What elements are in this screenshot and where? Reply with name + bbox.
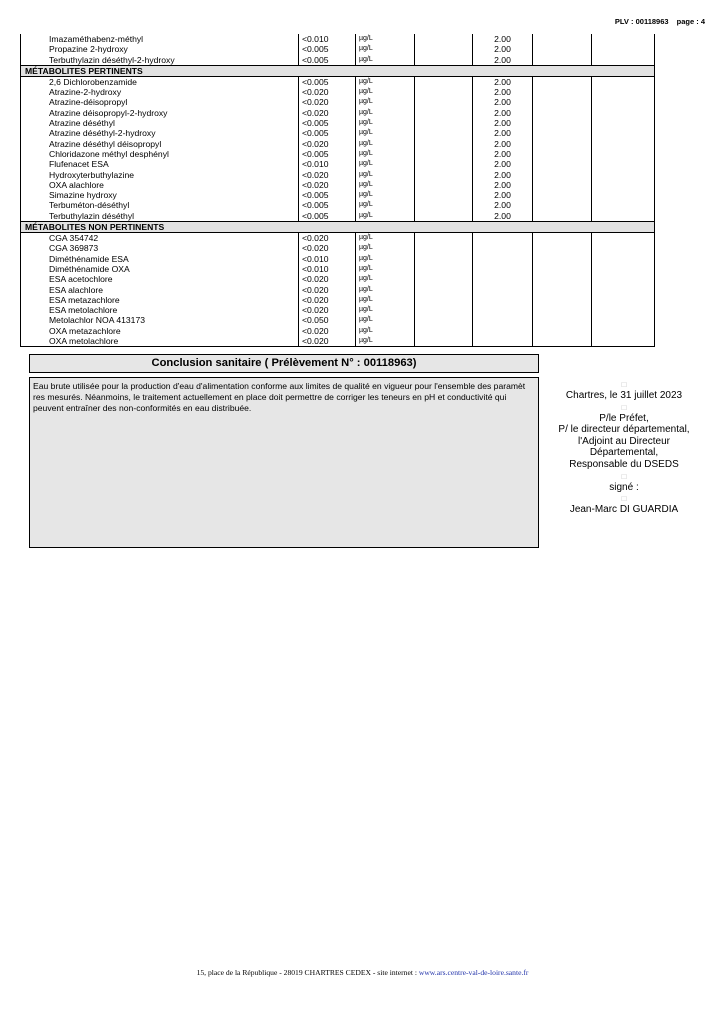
result-value: <0.020: [299, 97, 356, 107]
parameter-name: Propazine 2-hydroxy: [21, 44, 299, 54]
result-value: <0.005: [299, 190, 356, 200]
result-unit: µg/L: [356, 108, 415, 118]
empty-cell: [415, 233, 473, 244]
parameter-name: Terbuthylazin déséthyl-2-hydroxy: [21, 55, 299, 66]
result-value: <0.005: [299, 118, 356, 128]
quality-limit: 2.00: [473, 190, 533, 200]
parameter-name: ESA alachlore: [21, 285, 299, 295]
result-value: <0.020: [299, 170, 356, 180]
result-value: <0.020: [299, 295, 356, 305]
quality-limit: 2.00: [473, 87, 533, 97]
page-footer: [0, 968, 725, 977]
empty-cell: [533, 55, 592, 66]
result-unit: µg/L: [356, 149, 415, 159]
quality-limit: 2.00: [473, 128, 533, 138]
table-row: [21, 87, 655, 97]
empty-cell: [592, 190, 655, 200]
result-unit: µg/L: [356, 336, 415, 347]
signature-line: P/le Préfet,: [599, 412, 649, 424]
empty-cell: [415, 139, 473, 149]
conclusion-title: Conclusion sanitaire ( Prélèvement N° : 00118963): [29, 354, 539, 373]
empty-cell: [592, 170, 655, 180]
empty-cell: [592, 108, 655, 118]
empty-cell: [415, 274, 473, 284]
table-row: [21, 190, 655, 200]
empty-cell: [533, 44, 592, 54]
result-value: <0.050: [299, 315, 356, 325]
quality-limit: 2.00: [473, 149, 533, 159]
parameter-name: Diméthénamide OXA: [21, 264, 299, 274]
result-value: <0.010: [299, 254, 356, 264]
empty-cell: [415, 44, 473, 54]
empty-cell: [415, 315, 473, 325]
empty-cell: [533, 97, 592, 107]
parameter-name: Atrazine déséthyl déisopropyl: [21, 139, 299, 149]
empty-cell: [533, 211, 592, 222]
signature-line: l'Adjoint au Directeur: [578, 435, 670, 447]
table-row: [21, 254, 655, 264]
empty-cell: [592, 118, 655, 128]
parameter-name: Atrazine déisopropyl-2-hydroxy: [21, 108, 299, 118]
empty-cell: [592, 180, 655, 190]
quality-limit: 2.00: [473, 159, 533, 169]
page-header: [609, 17, 705, 26]
table-row: [21, 211, 655, 222]
parameter-name: ESA metazachlore: [21, 295, 299, 305]
result-unit: µg/L: [356, 44, 415, 54]
parameter-name: ESA acetochlore: [21, 274, 299, 284]
quality-limit: [473, 274, 533, 284]
placeholder-glyph: □: [621, 494, 627, 504]
quality-limit: [473, 315, 533, 325]
empty-cell: [533, 139, 592, 149]
placeholder-glyph: □: [621, 380, 627, 389]
quality-limit: 2.00: [473, 34, 533, 44]
empty-cell: [533, 295, 592, 305]
empty-cell: [592, 149, 655, 159]
table-row: [21, 315, 655, 325]
result-value: <0.005: [299, 211, 356, 222]
empty-cell: [592, 211, 655, 222]
empty-cell: [533, 170, 592, 180]
parameter-name: Atrazine déséthyl-2-hydroxy: [21, 128, 299, 138]
table-row: [21, 336, 655, 347]
result-value: <0.010: [299, 264, 356, 274]
parameter-name: 2,6 Dichlorobenzamide: [21, 76, 299, 87]
empty-cell: [592, 305, 655, 315]
empty-cell: [415, 76, 473, 87]
empty-cell: [415, 128, 473, 138]
signature-line: P/ le directeur départemental,: [558, 424, 690, 436]
placeholder-glyph: □: [621, 402, 627, 412]
empty-cell: [592, 87, 655, 97]
empty-cell: [592, 274, 655, 284]
result-value: <0.005: [299, 44, 356, 54]
parameter-name: Atrazine-déisopropyl: [21, 97, 299, 107]
quality-limit: [473, 305, 533, 315]
empty-cell: [415, 336, 473, 347]
empty-cell: [415, 170, 473, 180]
result-value: <0.010: [299, 34, 356, 44]
table-row: [21, 159, 655, 169]
quality-limit: 2.00: [473, 97, 533, 107]
table-row: [21, 326, 655, 336]
signed-label: signé :: [609, 481, 639, 493]
result-value: <0.020: [299, 233, 356, 244]
table-row: [21, 243, 655, 253]
parameter-name: Terbuthylazin déséthyl: [21, 211, 299, 222]
result-value: <0.020: [299, 87, 356, 97]
empty-cell: [415, 200, 473, 210]
empty-cell: [533, 305, 592, 315]
empty-cell: [415, 108, 473, 118]
empty-cell: [533, 336, 592, 347]
empty-cell: [592, 97, 655, 107]
result-value: <0.020: [299, 243, 356, 253]
table-row: [21, 44, 655, 54]
result-unit: µg/L: [356, 305, 415, 315]
table-row: [21, 97, 655, 107]
empty-cell: [592, 34, 655, 44]
result-value: <0.020: [299, 139, 356, 149]
quality-limit: [473, 233, 533, 244]
empty-cell: [533, 190, 592, 200]
table-row: [21, 149, 655, 159]
result-value: <0.020: [299, 108, 356, 118]
result-unit: µg/L: [356, 264, 415, 274]
result-unit: µg/L: [356, 190, 415, 200]
empty-cell: [533, 149, 592, 159]
empty-cell: [592, 315, 655, 325]
quality-limit: 2.00: [473, 200, 533, 210]
quality-limit: [473, 326, 533, 336]
quality-limit: [473, 264, 533, 274]
empty-cell: [592, 159, 655, 169]
result-value: <0.020: [299, 285, 356, 295]
empty-cell: [533, 87, 592, 97]
parameter-name: Hydroxyterbuthylazine: [21, 170, 299, 180]
empty-cell: [592, 128, 655, 138]
empty-cell: [592, 295, 655, 305]
signature-line: Responsable du DSEDS: [569, 458, 679, 470]
section-row: [21, 65, 655, 76]
empty-cell: [415, 34, 473, 44]
empty-cell: [415, 55, 473, 66]
parameter-name: Diméthénamide ESA: [21, 254, 299, 264]
parameter-name: Simazine hydroxy: [21, 190, 299, 200]
quality-limit: 2.00: [473, 55, 533, 66]
table-row: [21, 180, 655, 190]
result-unit: µg/L: [356, 159, 415, 169]
empty-cell: [533, 315, 592, 325]
result-unit: µg/L: [356, 233, 415, 244]
result-unit: µg/L: [356, 180, 415, 190]
result-unit: µg/L: [356, 243, 415, 253]
empty-cell: [533, 108, 592, 118]
empty-cell: [415, 159, 473, 169]
result-unit: µg/L: [356, 87, 415, 97]
quality-limit: 2.00: [473, 180, 533, 190]
result-value: <0.005: [299, 128, 356, 138]
footer-address: 15, place de la République - 28019 CHARTRES CEDEX - site internet :: [196, 968, 419, 977]
table-row: [21, 55, 655, 66]
empty-cell: [592, 336, 655, 347]
empty-cell: [533, 128, 592, 138]
parameter-name: OXA metazachlore: [21, 326, 299, 336]
parameter-name: CGA 369873: [21, 243, 299, 253]
empty-cell: [415, 264, 473, 274]
results-table: [20, 34, 655, 347]
quality-limit: 2.00: [473, 118, 533, 128]
signature-line: Départemental,: [589, 447, 659, 459]
empty-cell: [415, 87, 473, 97]
result-value: <0.005: [299, 76, 356, 87]
empty-cell: [592, 55, 655, 66]
empty-cell: [415, 118, 473, 128]
result-unit: µg/L: [356, 139, 415, 149]
result-unit: µg/L: [356, 76, 415, 87]
parameter-name: Atrazine déséthyl: [21, 118, 299, 128]
table-row: [21, 305, 655, 315]
signature-block: [545, 379, 703, 516]
empty-cell: [415, 180, 473, 190]
empty-cell: [592, 243, 655, 253]
result-value: <0.005: [299, 149, 356, 159]
result-unit: µg/L: [356, 254, 415, 264]
quality-limit: 2.00: [473, 170, 533, 180]
section-title: MÉTABOLITES NON PERTINENTS: [21, 222, 655, 233]
footer-link[interactable]: www.ars.centre-val-de-loire.sante.fr: [418, 968, 529, 977]
result-unit: µg/L: [356, 326, 415, 336]
empty-cell: [592, 326, 655, 336]
empty-cell: [592, 285, 655, 295]
signature-date: Chartres, le 31 juillet 2023: [565, 390, 683, 401]
quality-limit: 2.00: [473, 139, 533, 149]
result-value: <0.020: [299, 305, 356, 315]
empty-cell: [592, 233, 655, 244]
empty-cell: [592, 76, 655, 87]
result-value: <0.020: [299, 274, 356, 284]
empty-cell: [533, 34, 592, 44]
empty-cell: [415, 97, 473, 107]
empty-cell: [415, 254, 473, 264]
parameter-name: CGA 354742: [21, 233, 299, 244]
result-value: <0.005: [299, 200, 356, 210]
table-row: [21, 274, 655, 284]
quality-limit: 2.00: [473, 44, 533, 54]
result-value: <0.020: [299, 326, 356, 336]
quality-limit: [473, 285, 533, 295]
parameter-name: Terbuméton-déséthyl: [21, 200, 299, 210]
quality-limit: [473, 243, 533, 253]
parameter-name: Chloridazone méthyl desphényl: [21, 149, 299, 159]
empty-cell: [533, 243, 592, 253]
placeholder-glyph: □: [621, 471, 627, 481]
empty-cell: [415, 285, 473, 295]
result-unit: µg/L: [356, 211, 415, 222]
parameter-name: OXA alachlore: [21, 180, 299, 190]
quality-limit: [473, 336, 533, 347]
empty-cell: [533, 264, 592, 274]
result-unit: µg/L: [356, 128, 415, 138]
parameter-name: Imazaméthabenz-méthyl: [21, 34, 299, 44]
empty-cell: [415, 305, 473, 315]
table-row: [21, 118, 655, 128]
empty-cell: [533, 159, 592, 169]
quality-limit: 2.00: [473, 108, 533, 118]
result-unit: µg/L: [356, 274, 415, 284]
empty-cell: [415, 326, 473, 336]
quality-limit: 2.00: [473, 211, 533, 222]
conclusion-text: Eau brute utilisée pour la production d'eau d'alimentation conforme aux limites de qualité en vigueur pour l'ensemble des paramèt res mesurés. Néanmoins, le traitement actuellement en place doit permettre de corriger les teneurs en pH et conductivité qui peuvent entraîner des non-conformités en eau distribuée.: [29, 377, 539, 548]
plv-number: PLV : 00118963: [614, 17, 669, 26]
result-unit: µg/L: [356, 315, 415, 325]
empty-cell: [592, 44, 655, 54]
section-row: [21, 222, 655, 233]
table-row: [21, 295, 655, 305]
parameter-name: ESA metolachlore: [21, 305, 299, 315]
result-value: <0.020: [299, 336, 356, 347]
empty-cell: [592, 200, 655, 210]
parameter-name: OXA metolachlore: [21, 336, 299, 347]
parameter-name: Flufenacet ESA: [21, 159, 299, 169]
section-title: MÉTABOLITES PERTINENTS: [21, 65, 655, 76]
table-row: [21, 128, 655, 138]
table-row: [21, 285, 655, 295]
result-unit: µg/L: [356, 34, 415, 44]
empty-cell: [533, 180, 592, 190]
empty-cell: [415, 295, 473, 305]
result-unit: µg/L: [356, 97, 415, 107]
result-unit: µg/L: [356, 295, 415, 305]
empty-cell: [533, 76, 592, 87]
empty-cell: [533, 326, 592, 336]
empty-cell: [415, 149, 473, 159]
result-unit: µg/L: [356, 170, 415, 180]
table-row: [21, 108, 655, 118]
empty-cell: [533, 254, 592, 264]
result-unit: µg/L: [356, 200, 415, 210]
table-row: [21, 170, 655, 180]
result-value: <0.010: [299, 159, 356, 169]
table-row: [21, 139, 655, 149]
result-unit: µg/L: [356, 118, 415, 128]
empty-cell: [533, 233, 592, 244]
table-row: [21, 233, 655, 244]
empty-cell: [415, 243, 473, 253]
table-row: [21, 264, 655, 274]
result-unit: µg/L: [356, 55, 415, 66]
empty-cell: [415, 211, 473, 222]
empty-cell: [533, 200, 592, 210]
result-value: <0.005: [299, 55, 356, 66]
quality-limit: [473, 254, 533, 264]
empty-cell: [415, 190, 473, 200]
empty-cell: [592, 264, 655, 274]
quality-limit: [473, 295, 533, 305]
empty-cell: [533, 285, 592, 295]
result-value: <0.020: [299, 180, 356, 190]
empty-cell: [592, 254, 655, 264]
empty-cell: [592, 139, 655, 149]
parameter-name: Metolachlor NOA 413173: [21, 315, 299, 325]
table-row: [21, 76, 655, 87]
parameter-name: Atrazine-2-hydroxy: [21, 87, 299, 97]
table-row: [21, 200, 655, 210]
table-row: [21, 34, 655, 44]
empty-cell: [533, 274, 592, 284]
page-number: page : 4: [676, 17, 705, 26]
signatory-name: Jean-Marc DI GUARDIA: [569, 504, 679, 516]
quality-limit: 2.00: [473, 76, 533, 87]
empty-cell: [533, 118, 592, 128]
result-unit: µg/L: [356, 285, 415, 295]
